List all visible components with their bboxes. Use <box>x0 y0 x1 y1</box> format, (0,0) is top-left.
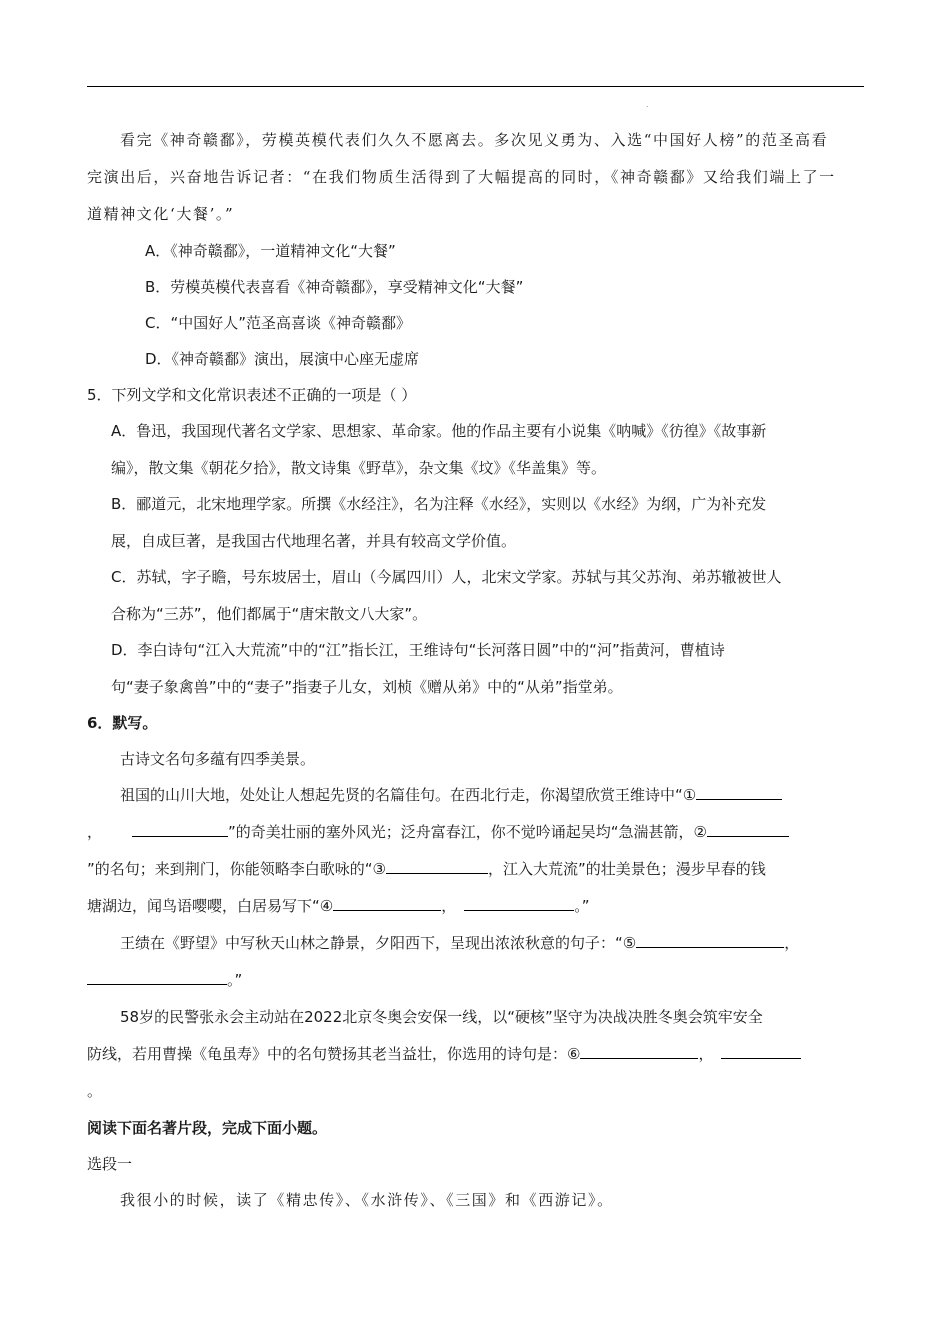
blank-2[interactable] <box>707 822 789 837</box>
q6-p2-comma: ， <box>784 934 800 952</box>
q6-p1-text-b: ”的奇美壮丽的塞外风光；泛舟富春江，你不觉吟诵起吴均“急湍甚箭，② <box>228 823 708 841</box>
q5-option-b-line1: B．郦道元，北宋地理学家。所撰《水经注》，名为注释《水经》，实则以《水经》为纲，广为补充发 <box>111 495 767 513</box>
blank-4b[interactable] <box>464 896 574 911</box>
blank-5b[interactable] <box>87 970 227 985</box>
q6-p1-comma: ， <box>87 823 103 841</box>
blank-6a[interactable] <box>580 1044 698 1059</box>
q5-option-c-line2: 合称为“三苏”，他们都属于“唐宋散文八大家”。 <box>111 605 428 623</box>
q6-p1-line1 <box>120 785 782 805</box>
q6-intro: 古诗文名句多蕴有四季美景。 <box>120 750 316 768</box>
q5-option-b-line2: 展，自成巨著，是我国古代地理名著，并具有较高文学价值。 <box>111 532 517 550</box>
q4-option-c: C．“中国好人”范圣高喜谈《神奇赣鄱》 <box>145 314 412 332</box>
q6-p2-line2 <box>87 970 242 990</box>
reading-line-1: 我很小的时候，读了《精忠传》、《水浒传》、《三国》和《西游记》。 <box>120 1191 614 1209</box>
blank-6b[interactable] <box>721 1044 801 1059</box>
q6-p3-end: 。 <box>87 1082 103 1100</box>
q5-option-d-line1: D．李白诗句“江入大荒流”中的“江”指长江，王维诗句“长河落日圆”中的“河”指黄河，曹植诗 <box>111 641 725 659</box>
q6-title: 6．默写。 <box>87 714 158 732</box>
q6-p3-line1: 58岁的民警张永会主动站在2022北京冬奥会安保一线，以“硬核”坚守为决战决胜冬奥会筑牢安全 <box>120 1008 763 1026</box>
q5-option-c-line1: C．苏轼，字子瞻，号东坡居士，眉山（今属四川）人，北宋文学家。苏轼与其父苏洵、弟苏辙被世人 <box>111 568 782 586</box>
q6-p1-text-a: 祖国的山川大地，处处让人想起先贤的名篇佳句。在西北行走，你渴望欣赏王维诗中“① <box>120 786 697 804</box>
q6-p1-line4 <box>87 896 590 916</box>
q6-p3-text-b: 防线，若用曹操《龟虽寿》中的名句赞扬其老当益壮，你选用的诗句是：⑥ <box>87 1045 581 1063</box>
q5-option-a-line2: 编》，散文集《朝花夕拾》，散文诗集《野草》，杂文集《坟》《华盖集》等。 <box>111 459 607 477</box>
q6-p2-line1 <box>120 933 799 953</box>
q6-p1-line2 <box>87 822 789 842</box>
q4-option-b: B．劳模英模代表喜看《神奇赣鄱》，享受精神文化“大餐” <box>145 278 524 296</box>
q6-p1-text-c: ”的名句；来到荆门，你能领略李白歌咏的“③ <box>87 860 386 878</box>
passage-line-3: 道精神文化‘大餐’。” <box>87 205 235 223</box>
q6-p1-text-g: 。” <box>574 897 590 915</box>
q5-option-d-line2: 句“妻子象禽兽”中的“妻子”指妻子儿女，刘桢《赠从弟》中的“从弟”指堂弟。 <box>111 678 623 696</box>
header-mark: . <box>646 100 649 109</box>
q6-p2-end: 。” <box>227 971 243 989</box>
q6-p1-text-f: ， <box>441 897 457 915</box>
q5-stem: 5．下列文学和文化常识表述不正确的一项是（ ） <box>87 386 417 404</box>
q5-option-a-line1: A．鲁迅，我国现代著名文学家、思想家、革命家。他的作品主要有小说集《呐喊》《彷徨》《故事新 <box>111 422 767 440</box>
q6-p2-text-a: 王绩在《野望》中写秋天山林之静景，夕阳西下，呈现出浓浓秋意的句子：“⑤ <box>120 934 637 952</box>
blank-4a[interactable] <box>333 896 441 911</box>
blank-5a[interactable] <box>636 933 784 948</box>
q6-p1-text-e: 塘湖边，闻鸟语嘤嘤，白居易写下“④ <box>87 897 334 915</box>
reading-section-label: 选段一 <box>87 1155 133 1173</box>
q4-option-a: A．《神奇赣鄱》，一道精神文化“大餐” <box>145 242 396 260</box>
q6-p1-text-d: ，江入大荒流”的壮美景色；漫步早春的钱 <box>488 860 766 878</box>
blank-1a[interactable] <box>696 785 782 800</box>
blank-1b[interactable] <box>132 822 228 837</box>
passage-line-2: 完演出后，兴奋地告诉记者：“在我们物质生活得到了大幅提高的同时，《神奇赣鄱》又给我们端上了一 <box>87 168 836 186</box>
passage-line-1: 看完《神奇赣鄱》，劳模英模代表们久久不愿离去。多次见义勇为、入选“中国好人榜”的范圣高看 <box>120 131 829 149</box>
reading-title: 阅读下面名著片段，完成下面小题。 <box>87 1119 328 1137</box>
q6-p3-line2 <box>87 1044 801 1064</box>
q4-option-d: D．《神奇赣鄱》演出，展演中心座无虚席 <box>145 350 420 368</box>
q6-p1-line3 <box>87 859 766 879</box>
header-rule <box>87 86 864 87</box>
q6-p3-comma: ， <box>698 1045 714 1063</box>
blank-3[interactable] <box>386 859 488 874</box>
